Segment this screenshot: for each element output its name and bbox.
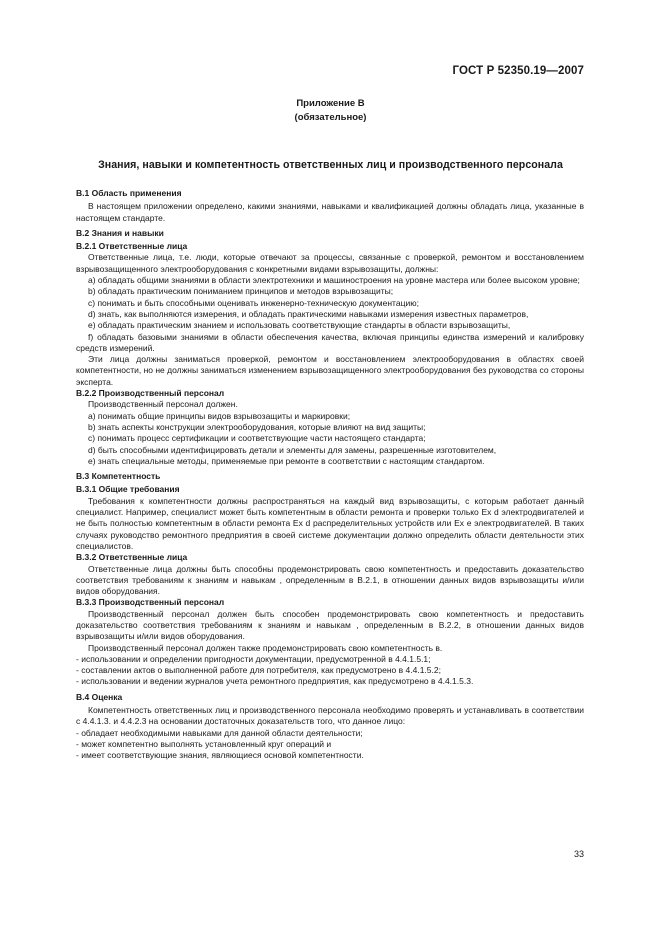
list-item: f) обладать базовыми знаниями в области обеспечения качества, включая принципы единства измерений и калибровку средств измерений.	[76, 331, 584, 353]
page-title: Знания, навыки и компетентность ответственных лиц и производственного персонала	[98, 159, 563, 171]
paragraph: Производственный персонал должен также продемонстрировать свою компетентность в.	[88, 642, 443, 653]
appendix-heading	[0, 97, 661, 125]
appendix-title: Приложение В	[296, 98, 365, 109]
list-item: c) понимать и быть способными оценивать инженерно-техническую документацию;	[88, 297, 419, 308]
list-item: a) обладать общими знаниями в области электротехники и машиностроения на уровне мастера или более высоком уровне;	[88, 275, 580, 286]
paragraph: Ответственные лица, т.е. люди, которые отвечают за процессы, связанные с проверкой, ремонтом и восстановлением взрывозащищенного электрооборудования с конкретными видами взрывозащиты, должны:	[76, 252, 584, 274]
list-item: b) обладать практическим пониманием принципов и методов взрывозащиты;	[88, 286, 394, 297]
paragraph: Эти лица должны заниматься проверкой, ремонтом и восстановлением электрооборудования в областях своей компетентности, но не должны заниматься изменением взрывозащищенного электрооборудования без руководства со стороны эксперта.	[76, 354, 584, 387]
list-item: - использовании и ведении журналов учета ремонтного предприятия, как предусмотрено в 4.4.1.5.3.	[76, 676, 474, 687]
list-item: - использовании и определении пригодности документации, предусмотренной в 4.4.1.5.1;	[76, 653, 431, 664]
subsection-heading-b32: В.3.2 Ответственные лица	[76, 552, 188, 563]
document-body	[76, 184, 584, 762]
list-item: e) обладать практическим знанием и использовать соответствующие стандарты в области взрывозащиты,	[88, 320, 511, 331]
standard-code: ГОСТ Р 52350.19—2007	[452, 65, 584, 77]
list-item: - имеет соответствующие знания, являющиеся основой компетентности.	[76, 750, 364, 761]
subsection-heading-b22: В.2.2 Производственный персонал	[76, 388, 225, 399]
paragraph: Производственный персонал должен.	[88, 399, 238, 410]
subsection-heading-b31: В.3.1 Общие требования	[76, 484, 180, 495]
paragraph: В настоящем приложении определено, какими знаниями, навыками и квалификацией должны обладать лица, указанные в настоящем стандарте.	[76, 201, 584, 223]
subsection-heading-b33: В.3.3 Производственный персонал	[76, 597, 225, 608]
list-item: - обладает необходимыми навыками для данной области деятельности;	[76, 727, 363, 738]
section-heading-b1: В.1 Область применения	[76, 188, 182, 198]
paragraph: Ответственные лица должны быть способны продемонстрировать свою компетентность и предоставить доказательство соответствия требованиям к знаниям и навыкам , определенным в В.2.1, в отношении данных видов взрывозащиты и/или видов оборудования.	[76, 563, 584, 597]
paragraph: Производственный персонал должен быть способен продемонстрировать свою компетентность и предоставить доказательство соответствия требованиям к знаниям и навыкам , определенным в В.2.2, в отношении данных видов взрывозащиты и/или видов оборудования.	[76, 608, 584, 642]
subsection-heading-b21: В.2.1 Ответственные лица	[76, 241, 188, 252]
list-item: d) быть способными идентифицировать детали и элементы для замены, разрешенные изготовителем,	[88, 444, 497, 455]
list-item: - составлении актов о выполненной работе для потребителя, как предусмотрено в 4.4.1.5.2;	[76, 665, 441, 676]
list-item: d) знать, как выполняются измерения, и обладать практическими навыками измерения известных параметров,	[88, 308, 529, 319]
page-number: 33	[573, 849, 584, 859]
appendix-status: (обязательное)	[294, 112, 367, 123]
section-heading-b4: В.4 Оценка	[76, 691, 123, 702]
list-item: c) понимать процесс сертификации и соответствующие части настоящего стандарта;	[88, 433, 426, 444]
paragraph: Требования к компетентности должны распространяться на каждый вид взрывозащиты, с которым работает данный специалист. Например, специалист может быть компетентным в области ремонта и проверки только Ех d электродвигателей и не быть полностью компетентным в области ремонта Ех d распределительных устройств или Ех е электродвигателей. В таких случаях руководство ремонтного предприятия в своей системе документации должно определить области деятельности этих специалистов.	[76, 495, 584, 551]
paragraph: Компетентность ответственных лиц и производственного персонала необходимо проверять и устанавливать в соответствии с 4.4.1.3. и 4.4.2.3 на основании достаточных доказательств того, что данное лицо:	[76, 705, 584, 727]
list-item: b) знать аспекты конструкции электрооборудования, которые влияют на вид защиты;	[88, 421, 426, 432]
section-heading-b3: В.3 Компетентность	[76, 471, 161, 482]
list-item: e) знать специальные методы, применяемые при ремонте в соответствии с настоящим стандартом.	[88, 455, 485, 466]
list-item: - может компетентно выполнять установленный круг операций и	[76, 738, 332, 749]
list-item: a) понимать общие принципы видов взрывозащиты и маркировки;	[88, 410, 351, 421]
section-heading-b2: В.2 Знания и навыки	[76, 227, 164, 238]
